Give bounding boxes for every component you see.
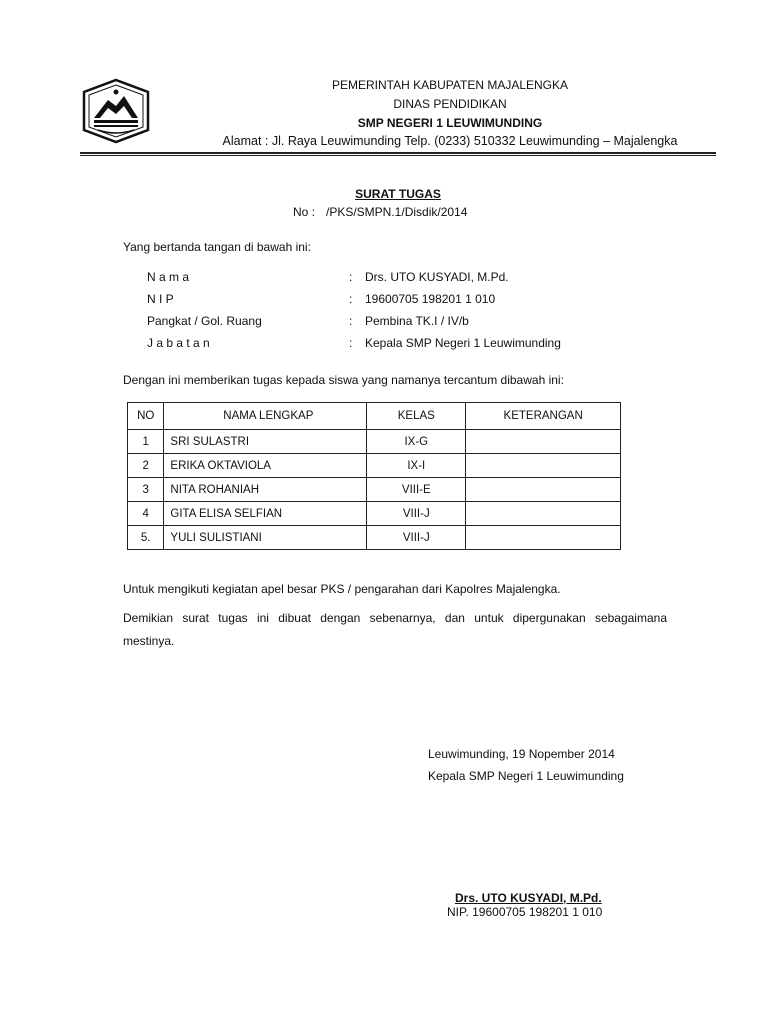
official-position: Kepala SMP Negeri 1 Leuwimunding: [365, 336, 561, 350]
cell-nama: SRI SULASTRI: [164, 430, 367, 454]
letter-title: SURAT TUGAS: [355, 187, 441, 201]
letter-number-label: No :: [293, 205, 316, 219]
official-nip-label: N I P: [147, 292, 174, 306]
colon: :: [349, 292, 353, 306]
cell-nama: ERIKA OKTAVIOLA: [164, 454, 367, 478]
cell-keterangan: [466, 478, 621, 502]
closing-text-line1: Demikian surat tugas ini dibuat dengan sebenarnya, dan untuk dipergunakan sebagaimana: [123, 611, 667, 625]
table-row: [128, 454, 621, 478]
cell-keterangan: [466, 502, 621, 526]
cell-keterangan: [466, 454, 621, 478]
kop-line-1: PEMERINTAH KABUPATEN MAJALENGKA: [331, 78, 569, 92]
colon: :: [349, 314, 353, 328]
cell-no: 1: [128, 430, 164, 454]
student-table: [127, 402, 621, 550]
header-kelas: KELAS: [367, 403, 466, 430]
official-name-label: N a m a: [147, 270, 190, 284]
official-name: Drs. UTO KUSYADI, M.Pd.: [365, 270, 509, 284]
cell-no: 4: [128, 502, 164, 526]
cell-kelas: VIII-J: [367, 526, 466, 550]
header-no: NO: [128, 403, 164, 430]
kop-address: Alamat : Jl. Raya Leuwimunding Telp. (0233) 510332 Leuwimunding – Majalengka: [222, 134, 678, 148]
table-row: [128, 526, 621, 550]
cell-kelas: VIII-E: [367, 478, 466, 502]
cell-kelas: IX-G: [367, 430, 466, 454]
cell-kelas: VIII-J: [367, 502, 466, 526]
header-nama: NAMA LENGKAP: [164, 403, 367, 430]
cell-no: 5.: [128, 526, 164, 550]
cell-nama: NITA ROHANIAH: [164, 478, 367, 502]
header-keterangan: KETERANGAN: [466, 403, 621, 430]
cell-no: 2: [128, 454, 164, 478]
kop-line-2: DINAS PENDIDIKAN: [393, 97, 507, 111]
kop-divider: [80, 152, 716, 154]
official-rank: Pembina TK.I / IV/b: [365, 314, 469, 328]
colon: :: [349, 336, 353, 350]
closing-text-line2: mestinya.: [123, 634, 175, 648]
place-date: Leuwimunding, 19 Nopember 2014: [428, 747, 615, 761]
signer-nip: NIP. 19600705 198201 1 010: [447, 905, 603, 919]
kop-divider-thin: [80, 155, 716, 156]
colon: :: [349, 270, 353, 284]
letter-number: /PKS/SMPN.1/Disdik/2014: [326, 205, 468, 219]
signer-name: Drs. UTO KUSYADI, M.Pd.: [455, 891, 602, 905]
table-row: [128, 502, 621, 526]
purpose-text: Untuk mengikuti kegiatan apel besar PKS / pengarahan dari Kapolres Majalengka.: [123, 582, 561, 596]
cell-nama: GITA ELISA SELFIAN: [164, 502, 367, 526]
cell-kelas: IX-I: [367, 454, 466, 478]
table-header-row: [128, 403, 621, 430]
assignment-intro: Dengan ini memberikan tugas kepada siswa yang namanya tercantum dibawah ini:: [123, 373, 564, 387]
official-position-label: J a b a t a n: [147, 336, 210, 350]
cell-keterangan: [466, 430, 621, 454]
official-rank-label: Pangkat / Gol. Ruang: [147, 314, 262, 328]
table-row: [128, 478, 621, 502]
cell-keterangan: [466, 526, 621, 550]
opening-text: Yang bertanda tangan di bawah ini:: [123, 240, 311, 254]
table-row: [128, 430, 621, 454]
official-nip: 19600705 198201 1 010: [365, 292, 496, 306]
kop-school-name: SMP NEGERI 1 LEUWIMUNDING: [357, 116, 543, 130]
signer-position: Kepala SMP Negeri 1 Leuwimunding: [428, 769, 624, 783]
cell-nama: YULI SULISTIANI: [164, 526, 367, 550]
majalengka-crest-icon: [80, 78, 152, 144]
cell-no: 3: [128, 478, 164, 502]
